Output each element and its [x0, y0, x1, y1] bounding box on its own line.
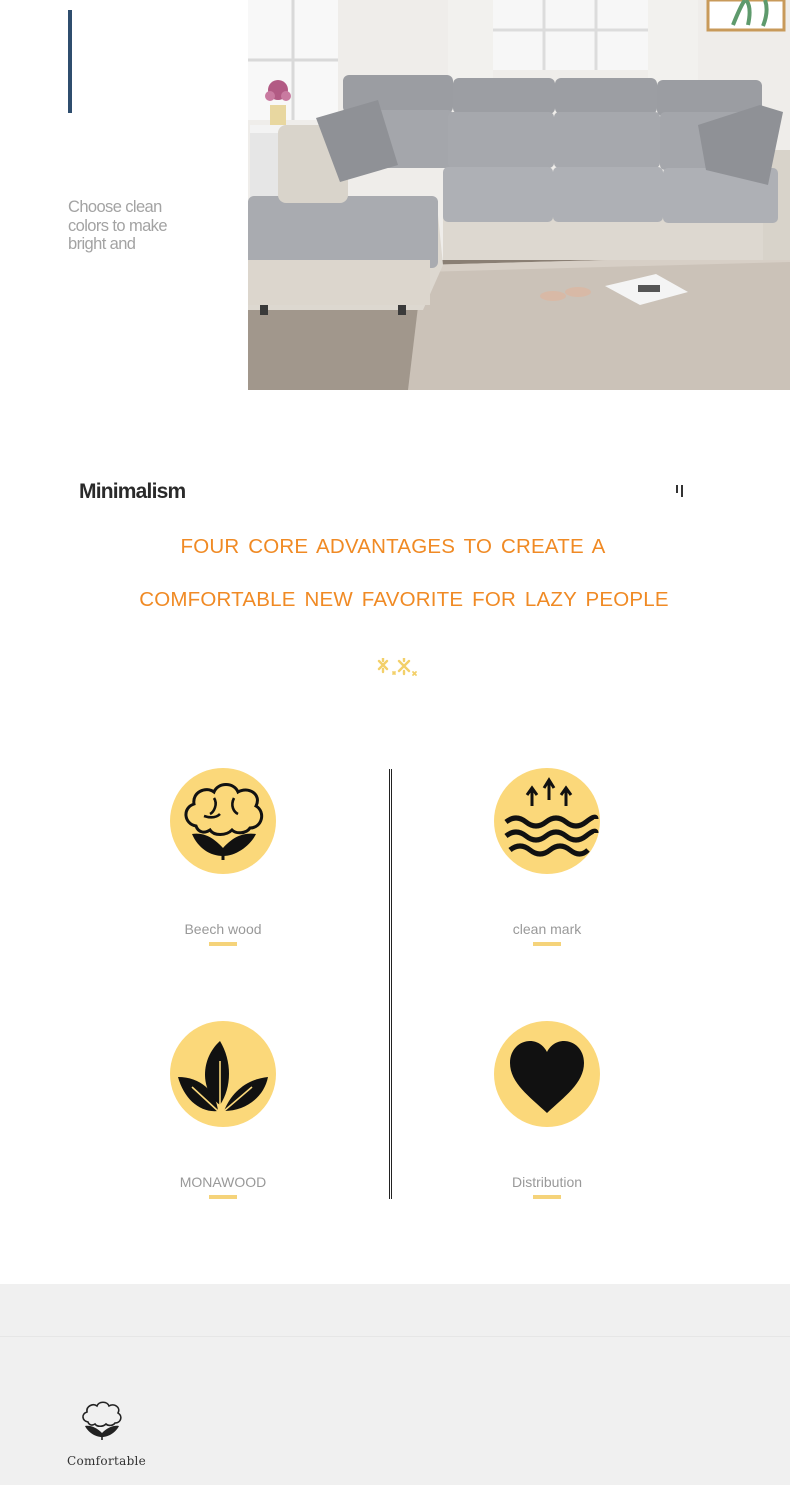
sparkle-divider-icon	[375, 658, 419, 678]
hero-text: Choose clean colors to make bright and	[68, 198, 167, 253]
headline-line-1: FOUR CORE ADVANTAGES TO CREATE A	[180, 535, 606, 558]
label-underline	[533, 942, 561, 946]
label-underline	[533, 1195, 561, 1199]
heart-icon	[494, 1021, 600, 1127]
feature-label: clean mark	[512, 921, 582, 937]
sofa-illustration	[248, 0, 790, 390]
center-divider	[389, 769, 392, 1199]
cotton-icon	[170, 768, 276, 874]
decorative-mark	[676, 485, 684, 497]
comfortable-label: Comfortable	[67, 1454, 147, 1468]
section-title: Minimalism	[79, 480, 186, 503]
headline-line-2: COMFORTABLE NEW FAVORITE FOR LAZY PEOPLE	[139, 588, 669, 611]
sofa-photo	[248, 0, 790, 390]
accent-bar	[68, 10, 72, 113]
leaves-icon	[170, 1021, 276, 1127]
cotton-icon	[78, 1396, 126, 1442]
bottom-section	[0, 1284, 790, 1485]
feature-label: Distribution	[511, 1174, 583, 1190]
section-divider	[0, 1336, 790, 1337]
hero-section	[0, 0, 790, 390]
feature-label: MONAWOOD	[179, 1174, 267, 1190]
label-underline	[209, 942, 237, 946]
breathable-waves-icon	[494, 768, 600, 874]
feature-label: Beech wood	[184, 921, 262, 937]
label-underline	[209, 1195, 237, 1199]
